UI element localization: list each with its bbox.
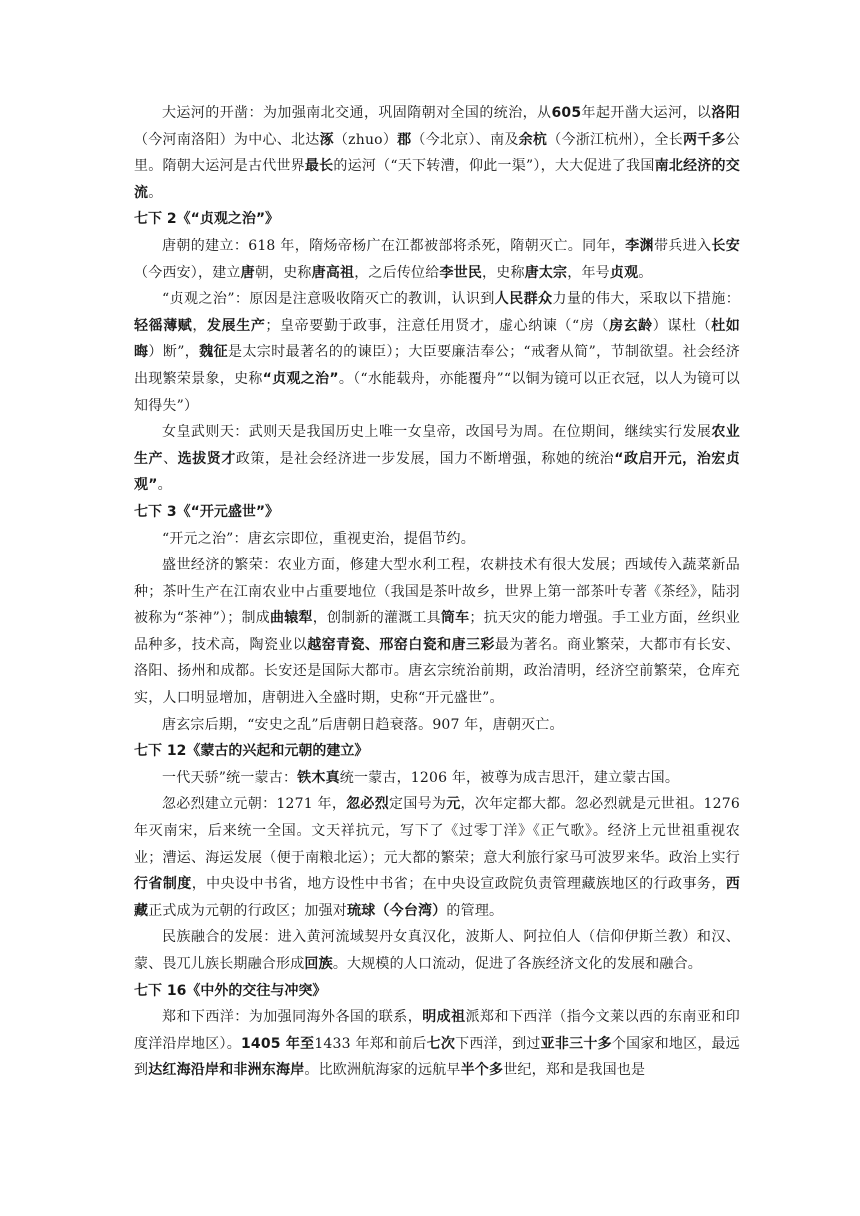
body-paragraph (134, 419, 740, 499)
bold-keyword: 达红海沿岸和非洲东海岸 (148, 1062, 305, 1079)
text-run: 民族融合的发展：进入黄河流域契丹女真汉化，波斯人、阿拉伯人（信仰伊斯兰教）和汉、蒙、畏兀儿族长期融合形成 (134, 929, 740, 972)
text-run: 忽必烈建立元朝：1271 年， (162, 796, 347, 813)
bold-keyword: 长安 (711, 237, 740, 254)
bold-keyword: 唐太宗 (524, 264, 568, 281)
bold-keyword: 郡 (397, 131, 412, 148)
text-run: 的管理。 (446, 902, 504, 919)
text-run: 、 (163, 450, 178, 467)
text-run: 唐朝的建立：618 年，隋炀帝杨广在江都被部将杀死，隋朝灭亡。同年， (162, 237, 626, 254)
text-run: ，中央设中书省，地方设性中书省；在中央设宣政院负责管理藏族地区的行政事务， (191, 876, 726, 893)
bold-keyword: 明成祖 (422, 1009, 466, 1026)
bold-keyword: 唐高祖 (311, 264, 355, 281)
text-run: （今北京）、南及 (411, 131, 519, 148)
text-run: 。大规模的人口流动，促进了各族经济文化的发展和融合。 (332, 956, 703, 972)
bold-keyword: 曲辕犁 (270, 610, 313, 627)
bold-keyword: 行省制度 (134, 876, 192, 893)
body-paragraph (134, 791, 740, 924)
text-run: 是太宗时最著名的的谏臣）；大臣要廉洁奉公；“戒奢从简”，节制欲望。社会经济出现繁荣景象，史称 (134, 344, 741, 387)
text-run: 世纪，郑和是我国也是 (503, 1062, 646, 1079)
text-run: ， (192, 317, 208, 334)
body-paragraph (134, 924, 740, 977)
body-paragraph (134, 1004, 740, 1084)
text-run: 1433 年郑和前后 (314, 1035, 427, 1052)
bold-keyword: 半个多 (460, 1062, 504, 1079)
text-run: 最为著名。商业繁荣，大都市有长安、洛阳、扬州和成都。长安还是国际大都市。唐玄宗统治前期，政治清明，经济空前繁荣，仓库充实，人口明显增加，唐朝进入全盛时期，史称“开元盛世”。 (134, 636, 740, 707)
text-run: （今河南洛阳）为中心、北达 (134, 131, 320, 148)
bold-keyword: 605 (551, 105, 582, 121)
bold-keyword: 筒车 (440, 610, 470, 627)
text-run: 统一蒙古，1206 年，被尊为成吉思汗，建立蒙古国。 (339, 769, 680, 786)
bold-keyword: 房玄龄 (608, 317, 653, 334)
body-paragraph (134, 233, 740, 286)
bold-keyword: 元 (446, 796, 461, 813)
text-run: 。 (157, 477, 172, 494)
text-run: 。（“水能载舟，亦能覆舟”“以铜为镜可以正衣冠，以人为镜可以知得失”） (134, 370, 740, 414)
bold-keyword: 李渊 (625, 237, 654, 254)
bold-keyword: 魏征 (199, 344, 229, 361)
bold-keyword: 七次 (426, 1035, 456, 1052)
bold-keyword: 南北经济的交流 (134, 158, 740, 201)
text-run: 公里。隋朝大运河是古代世界 (134, 131, 740, 175)
text-run: 正式成为元朝的行政区；加强对 (148, 902, 348, 919)
body-paragraph (134, 712, 740, 739)
body-paragraph (134, 552, 740, 712)
bold-keyword: 李世民 (439, 264, 483, 281)
bold-keyword: 越窑青瓷、邢窑白瓷和唐三彩 (307, 636, 495, 653)
body-paragraph (134, 526, 740, 553)
section-heading: 七下 16《中外的交往与冲突》 (134, 982, 327, 999)
text-run: “贞观之治”：原因是注意吸收隋灭亡的教训，认识到 (162, 291, 495, 308)
bold-keyword: 涿 (319, 131, 334, 148)
text-run: 年起开凿大运河，以 (581, 105, 712, 121)
text-run: ，创制新的灌溉工具 (312, 610, 441, 627)
text-run: 力量的伟大，采取以下措施： (552, 291, 740, 308)
text-run: 派郑和下西洋（指今文莱以西的东南亚和印度洋沿岸地区）。 (134, 1009, 740, 1052)
text-run: 大运河的开凿：为加强南北交通，巩固隋朝对全国的统治，从 (162, 105, 552, 121)
text-run: 朝，史称 (254, 264, 312, 281)
bold-keyword: 最长 (304, 158, 334, 175)
text-run: 的运河（“天下转漕，仰此一渠”），大大促进了我国 (333, 158, 655, 175)
text-run: ）谋杜（ (652, 317, 712, 334)
bold-keyword: 选拔贤才 (177, 450, 236, 467)
text-run: 。比欧洲航海家的远航早 (304, 1062, 461, 1079)
text-run: （zhuo） (333, 131, 398, 148)
bold-keyword: 两千多 (682, 131, 726, 148)
section-heading: 七下 12《蒙古的兴起和元朝的建立》 (134, 743, 369, 760)
section-heading: 七下 3《“开元盛世”》 (134, 503, 280, 520)
bold-keyword: 余杭 (518, 131, 548, 148)
text-run: ，之后传位给 (354, 264, 440, 281)
bold-keyword: 农业生产 (134, 424, 740, 467)
body-paragraph (134, 100, 740, 206)
text-run: 定国号为 (389, 796, 447, 813)
text-run: 下西洋，到过 (455, 1035, 541, 1052)
bold-keyword: “政启开元，治宏贞观” (134, 450, 740, 494)
text-run: 。 (148, 184, 163, 201)
text-run: ，次年定都大都。忽必烈就是元世祖。1276 年灭南宋，后来统一全国。文天祥抗元，写下了《过零丁洋》《正气歌》。经济上元世祖重视农业；漕运、海运发展（便于南粮北运）；元大都的繁荣；意大利旅行家马可波罗来华。政治上实行 (134, 796, 740, 866)
text-run: 政策，是社会经济进一步发展，国力不断增强，称她的统治 (235, 450, 615, 467)
text-run: （今浙江杭州），全长 (547, 131, 683, 148)
text-run: 。 (638, 264, 653, 281)
bold-keyword: 唐 (240, 264, 255, 281)
bold-keyword: 杜如晦 (134, 317, 740, 361)
body-paragraph (134, 765, 740, 792)
text-run: 一代天骄”统一蒙古： (162, 769, 298, 786)
text-run: ；抗天灾的能力增强。手工业方面，丝织业品种多，技术高，陶瓷业以 (134, 610, 740, 653)
bold-keyword: “贞观之治” (262, 370, 339, 387)
document-body (134, 100, 740, 1084)
bold-keyword: 回族 (304, 956, 333, 972)
text-run: “开元之治”：唐玄宗即位，重视吏治，提倡节约。 (162, 530, 475, 547)
text-run: ；皇帝要勤于政事，注意任用贤才，虚心纳谏（“房（ (265, 317, 609, 334)
bold-keyword: 贞观 (609, 264, 639, 281)
text-run: （今西安），建立 (134, 264, 241, 281)
section-heading: 七下 2《“贞观之治”》 (134, 211, 280, 228)
text-run: 女皇武则天：武则天是我国历史上唯一女皇帝，改国号为周。在位期间，继续实行发展 (162, 424, 712, 441)
bold-keyword: 发展生产 (207, 317, 266, 334)
text-run: ）断”， (148, 344, 200, 361)
bold-keyword: 铁木真 (297, 769, 340, 786)
bold-keyword: 亚非三十多 (540, 1035, 612, 1052)
text-run: 唐玄宗后期，“安史之乱”后唐朝日趋衰落。907 年，唐朝灭亡。 (162, 716, 564, 733)
text-run: 个国家和地区，最远到 (134, 1035, 741, 1079)
bold-keyword: 洛阳 (711, 105, 740, 121)
bold-keyword: 忽必烈 (346, 796, 390, 813)
text-run: 盛世经济的繁荣：农业方面，修建大型水利工程，农耕技术有很大发展；西域传入蔬菜新品种；茶叶生产在江南农业中占重要地位（我国是茶叶故乡，世界上第一部茶叶专著《茶经》，陆羽被称为“茶神”）；制成 (134, 557, 740, 627)
text-run: 带兵进入 (653, 237, 712, 254)
bold-keyword: 轻徭薄赋 (134, 317, 193, 334)
text-run: 郑和下西洋：为加强同海外各国的联系， (162, 1009, 423, 1026)
body-paragraph (134, 286, 740, 419)
text-run: ，年号 (567, 264, 610, 281)
text-run: ，史称 (482, 264, 525, 281)
bold-keyword: 西藏 (134, 876, 740, 919)
bold-keyword: 1405 年至 (240, 1035, 315, 1052)
bold-keyword: 琉球（今台湾） (347, 902, 447, 919)
bold-keyword: 人民群众 (494, 291, 553, 308)
